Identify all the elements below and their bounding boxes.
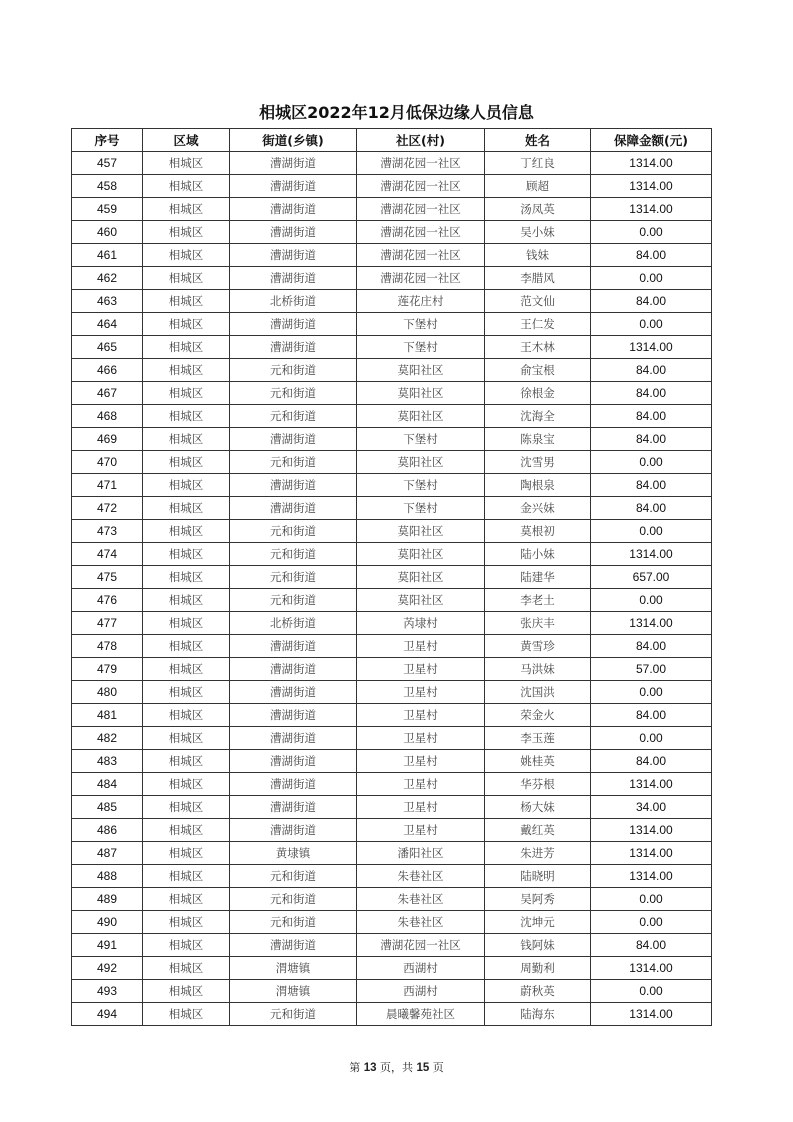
table-row xyxy=(72,152,712,175)
cell-amount: 0.00 xyxy=(591,681,712,704)
cell-district: 相城区 xyxy=(143,842,230,865)
cell-serial-number: 458 xyxy=(72,175,143,198)
cell-community: 漕湖花园一社区 xyxy=(357,267,485,290)
cell-serial-number: 484 xyxy=(72,773,143,796)
table-row xyxy=(72,612,712,635)
cell-community: 莫阳社区 xyxy=(357,589,485,612)
cell-district: 相城区 xyxy=(143,244,230,267)
cell-amount: 84.00 xyxy=(591,382,712,405)
cell-street: 漕湖街道 xyxy=(230,175,357,198)
cell-district: 相城区 xyxy=(143,957,230,980)
cell-district: 相城区 xyxy=(143,175,230,198)
cell-name: 王木林 xyxy=(485,336,591,359)
cell-community: 莫阳社区 xyxy=(357,566,485,589)
cell-community: 卫星村 xyxy=(357,635,485,658)
cell-serial-number: 485 xyxy=(72,796,143,819)
cell-community: 朱巷社区 xyxy=(357,911,485,934)
cell-community: 莲花庄村 xyxy=(357,290,485,313)
cell-amount: 57.00 xyxy=(591,658,712,681)
cell-name: 李腊风 xyxy=(485,267,591,290)
cell-district: 相城区 xyxy=(143,704,230,727)
cell-street: 漕湖街道 xyxy=(230,267,357,290)
cell-district: 相城区 xyxy=(143,428,230,451)
table-row xyxy=(72,198,712,221)
cell-community: 莫阳社区 xyxy=(357,382,485,405)
cell-amount: 1314.00 xyxy=(591,819,712,842)
cell-serial-number: 490 xyxy=(72,911,143,934)
cell-name: 吴小妹 xyxy=(485,221,591,244)
cell-street: 漕湖街道 xyxy=(230,819,357,842)
cell-community: 卫星村 xyxy=(357,727,485,750)
cell-serial-number: 473 xyxy=(72,520,143,543)
cell-street: 元和街道 xyxy=(230,589,357,612)
table-row xyxy=(72,589,712,612)
cell-amount: 84.00 xyxy=(591,244,712,267)
table-row xyxy=(72,727,712,750)
table-row xyxy=(72,819,712,842)
cell-amount: 84.00 xyxy=(591,474,712,497)
table-row xyxy=(72,175,712,198)
cell-serial-number: 472 xyxy=(72,497,143,520)
cell-district: 相城区 xyxy=(143,934,230,957)
cell-community: 潘阳社区 xyxy=(357,842,485,865)
footer-page-number: 13 xyxy=(363,1062,377,1074)
cell-amount: 1314.00 xyxy=(591,865,712,888)
table-row xyxy=(72,474,712,497)
cell-street: 漕湖街道 xyxy=(230,727,357,750)
table-row xyxy=(72,359,712,382)
cell-serial-number: 477 xyxy=(72,612,143,635)
cell-name: 姚桂英 xyxy=(485,750,591,773)
cell-street: 漕湖街道 xyxy=(230,773,357,796)
cell-serial-number: 487 xyxy=(72,842,143,865)
cell-district: 相城区 xyxy=(143,773,230,796)
cell-amount: 84.00 xyxy=(591,704,712,727)
cell-community: 漕湖花园一社区 xyxy=(357,934,485,957)
cell-name: 戴红英 xyxy=(485,819,591,842)
cell-district: 相城区 xyxy=(143,313,230,336)
cell-district: 相城区 xyxy=(143,152,230,175)
cell-street: 漕湖街道 xyxy=(230,750,357,773)
cell-community: 莫阳社区 xyxy=(357,405,485,428)
cell-district: 相城区 xyxy=(143,980,230,1003)
table-row xyxy=(72,497,712,520)
cell-district: 相城区 xyxy=(143,589,230,612)
table-row xyxy=(72,796,712,819)
cell-serial-number: 474 xyxy=(72,543,143,566)
cell-community: 漕湖花园一社区 xyxy=(357,221,485,244)
cell-serial-number: 480 xyxy=(72,681,143,704)
cell-serial-number: 467 xyxy=(72,382,143,405)
cell-serial-number: 492 xyxy=(72,957,143,980)
cell-name: 俞宝根 xyxy=(485,359,591,382)
cell-district: 相城区 xyxy=(143,750,230,773)
cell-amount: 0.00 xyxy=(591,727,712,750)
table-row xyxy=(72,290,712,313)
cell-street: 漕湖街道 xyxy=(230,336,357,359)
cell-serial-number: 494 xyxy=(72,1003,143,1026)
cell-street: 漕湖街道 xyxy=(230,497,357,520)
cell-community: 卫星村 xyxy=(357,750,485,773)
cell-street: 黄埭镇 xyxy=(230,842,357,865)
cell-district: 相城区 xyxy=(143,336,230,359)
cell-name: 陶根泉 xyxy=(485,474,591,497)
cell-community: 晨曦馨苑社区 xyxy=(357,1003,485,1026)
cell-district: 相城区 xyxy=(143,566,230,589)
cell-community: 卫星村 xyxy=(357,819,485,842)
cell-community: 卫星村 xyxy=(357,773,485,796)
cell-district: 相城区 xyxy=(143,1003,230,1026)
cell-serial-number: 464 xyxy=(72,313,143,336)
cell-district: 相城区 xyxy=(143,221,230,244)
footer-middle: 页，共 xyxy=(380,1061,413,1074)
cell-district: 相城区 xyxy=(143,497,230,520)
cell-district: 相城区 xyxy=(143,474,230,497)
cell-serial-number: 462 xyxy=(72,267,143,290)
table-row xyxy=(72,405,712,428)
cell-name: 莫根初 xyxy=(485,520,591,543)
cell-name: 徐根金 xyxy=(485,382,591,405)
cell-serial-number: 488 xyxy=(72,865,143,888)
cell-amount: 84.00 xyxy=(591,750,712,773)
cell-serial-number: 468 xyxy=(72,405,143,428)
cell-name: 金兴妹 xyxy=(485,497,591,520)
cell-amount: 0.00 xyxy=(591,451,712,474)
cell-name: 周勤利 xyxy=(485,957,591,980)
cell-serial-number: 486 xyxy=(72,819,143,842)
cell-community: 下堡村 xyxy=(357,428,485,451)
table-row xyxy=(72,842,712,865)
cell-street: 元和街道 xyxy=(230,865,357,888)
cell-district: 相城区 xyxy=(143,865,230,888)
cell-amount: 657.00 xyxy=(591,566,712,589)
cell-district: 相城区 xyxy=(143,796,230,819)
cell-district: 相城区 xyxy=(143,681,230,704)
table-row xyxy=(72,980,712,1003)
cell-serial-number: 463 xyxy=(72,290,143,313)
cell-amount: 84.00 xyxy=(591,405,712,428)
cell-serial-number: 470 xyxy=(72,451,143,474)
cell-amount: 1314.00 xyxy=(591,198,712,221)
cell-name: 钱阿妹 xyxy=(485,934,591,957)
cell-street: 元和街道 xyxy=(230,382,357,405)
cell-district: 相城区 xyxy=(143,359,230,382)
table-row xyxy=(72,957,712,980)
cell-street: 漕湖街道 xyxy=(230,658,357,681)
cell-street: 元和街道 xyxy=(230,911,357,934)
header-serial-number: 序号 xyxy=(72,129,143,152)
cell-serial-number: 476 xyxy=(72,589,143,612)
cell-amount: 34.00 xyxy=(591,796,712,819)
table-row xyxy=(72,267,712,290)
cell-street: 元和街道 xyxy=(230,888,357,911)
cell-serial-number: 471 xyxy=(72,474,143,497)
cell-name: 陆建华 xyxy=(485,566,591,589)
cell-street: 漕湖街道 xyxy=(230,221,357,244)
cell-name: 杨大妹 xyxy=(485,796,591,819)
cell-street: 元和街道 xyxy=(230,359,357,382)
cell-street: 漕湖街道 xyxy=(230,428,357,451)
cell-district: 相城区 xyxy=(143,635,230,658)
cell-street: 漕湖街道 xyxy=(230,796,357,819)
table-row xyxy=(72,934,712,957)
cell-serial-number: 483 xyxy=(72,750,143,773)
cell-community: 下堡村 xyxy=(357,497,485,520)
table-row xyxy=(72,658,712,681)
cell-street: 漕湖街道 xyxy=(230,152,357,175)
cell-community: 芮埭村 xyxy=(357,612,485,635)
cell-name: 钱妹 xyxy=(485,244,591,267)
cell-amount: 0.00 xyxy=(591,267,712,290)
cell-amount: 0.00 xyxy=(591,221,712,244)
cell-community: 西湖村 xyxy=(357,957,485,980)
cell-amount: 1314.00 xyxy=(591,543,712,566)
cell-street: 漕湖街道 xyxy=(230,704,357,727)
cell-community: 卫星村 xyxy=(357,658,485,681)
cell-name: 沈国洪 xyxy=(485,681,591,704)
cell-amount: 0.00 xyxy=(591,520,712,543)
cell-community: 漕湖花园一社区 xyxy=(357,175,485,198)
cell-amount: 1314.00 xyxy=(591,612,712,635)
table-header-row xyxy=(72,129,712,152)
cell-district: 相城区 xyxy=(143,727,230,750)
cell-district: 相城区 xyxy=(143,612,230,635)
cell-street: 元和街道 xyxy=(230,543,357,566)
cell-community: 漕湖花园一社区 xyxy=(357,244,485,267)
cell-street: 漕湖街道 xyxy=(230,681,357,704)
cell-amount: 84.00 xyxy=(591,428,712,451)
cell-name: 顾超 xyxy=(485,175,591,198)
table-row xyxy=(72,313,712,336)
cell-name: 汤凤英 xyxy=(485,198,591,221)
cell-district: 相城区 xyxy=(143,382,230,405)
cell-street: 元和街道 xyxy=(230,451,357,474)
table-row xyxy=(72,336,712,359)
cell-street: 北桥街道 xyxy=(230,612,357,635)
cell-name: 张庆丰 xyxy=(485,612,591,635)
cell-district: 相城区 xyxy=(143,888,230,911)
cell-name: 朱进芳 xyxy=(485,842,591,865)
cell-street: 元和街道 xyxy=(230,566,357,589)
cell-serial-number: 482 xyxy=(72,727,143,750)
cell-community: 下堡村 xyxy=(357,336,485,359)
cell-amount: 1314.00 xyxy=(591,957,712,980)
table-row xyxy=(72,520,712,543)
cell-name: 荣金火 xyxy=(485,704,591,727)
table-row xyxy=(72,543,712,566)
cell-serial-number: 493 xyxy=(72,980,143,1003)
cell-district: 相城区 xyxy=(143,819,230,842)
cell-street: 漕湖街道 xyxy=(230,198,357,221)
cell-name: 吴阿秀 xyxy=(485,888,591,911)
cell-street: 渭塘镇 xyxy=(230,957,357,980)
cell-street: 漕湖街道 xyxy=(230,635,357,658)
cell-district: 相城区 xyxy=(143,267,230,290)
cell-amount: 0.00 xyxy=(591,980,712,1003)
cell-community: 卫星村 xyxy=(357,704,485,727)
cell-serial-number: 479 xyxy=(72,658,143,681)
cell-name: 陆晓明 xyxy=(485,865,591,888)
cell-community: 莫阳社区 xyxy=(357,359,485,382)
cell-community: 朱巷社区 xyxy=(357,865,485,888)
cell-community: 漕湖花园一社区 xyxy=(357,152,485,175)
cell-name: 王仁发 xyxy=(485,313,591,336)
cell-street: 漕湖街道 xyxy=(230,934,357,957)
cell-name: 陆小妹 xyxy=(485,543,591,566)
cell-community: 漕湖花园一社区 xyxy=(357,198,485,221)
header-street: 街道(乡镇) xyxy=(230,129,357,152)
cell-name: 华芬根 xyxy=(485,773,591,796)
cell-district: 相城区 xyxy=(143,543,230,566)
header-community: 社区(村) xyxy=(357,129,485,152)
table-row xyxy=(72,865,712,888)
cell-name: 李玉莲 xyxy=(485,727,591,750)
table-body xyxy=(72,152,712,1026)
cell-district: 相城区 xyxy=(143,520,230,543)
page-title: 相城区2022年12月低保边缘人员信息 xyxy=(259,103,534,122)
table-row xyxy=(72,773,712,796)
cell-district: 相城区 xyxy=(143,405,230,428)
footer-total-pages: 15 xyxy=(416,1062,430,1074)
cell-street: 元和街道 xyxy=(230,405,357,428)
cell-serial-number: 466 xyxy=(72,359,143,382)
cell-name: 陆海东 xyxy=(485,1003,591,1026)
cell-amount: 84.00 xyxy=(591,290,712,313)
cell-name: 丁红良 xyxy=(485,152,591,175)
cell-amount: 1314.00 xyxy=(591,175,712,198)
cell-district: 相城区 xyxy=(143,198,230,221)
cell-amount: 84.00 xyxy=(591,934,712,957)
cell-amount: 84.00 xyxy=(591,497,712,520)
table-row xyxy=(72,428,712,451)
cell-amount: 0.00 xyxy=(591,313,712,336)
cell-amount: 1314.00 xyxy=(591,1003,712,1026)
cell-community: 下堡村 xyxy=(357,313,485,336)
table-row xyxy=(72,750,712,773)
table-row xyxy=(72,681,712,704)
cell-street: 元和街道 xyxy=(230,520,357,543)
cell-serial-number: 457 xyxy=(72,152,143,175)
cell-amount: 84.00 xyxy=(591,635,712,658)
table-row xyxy=(72,635,712,658)
allowance-table xyxy=(71,128,712,1026)
table-row xyxy=(72,244,712,267)
cell-street: 漕湖街道 xyxy=(230,244,357,267)
table-row xyxy=(72,888,712,911)
cell-name: 黄雪珍 xyxy=(485,635,591,658)
cell-name: 范文仙 xyxy=(485,290,591,313)
cell-serial-number: 475 xyxy=(72,566,143,589)
table-row xyxy=(72,451,712,474)
table-row xyxy=(72,566,712,589)
table-row xyxy=(72,704,712,727)
cell-name: 蔚秋英 xyxy=(485,980,591,1003)
cell-name: 马洪妹 xyxy=(485,658,591,681)
cell-community: 卫星村 xyxy=(357,796,485,819)
cell-serial-number: 489 xyxy=(72,888,143,911)
cell-amount: 1314.00 xyxy=(591,842,712,865)
cell-name: 沈雪男 xyxy=(485,451,591,474)
table-row xyxy=(72,221,712,244)
footer-prefix: 第 xyxy=(349,1061,361,1074)
header-amount: 保障金额(元) xyxy=(591,129,712,152)
cell-amount: 1314.00 xyxy=(591,773,712,796)
cell-district: 相城区 xyxy=(143,451,230,474)
cell-street: 元和街道 xyxy=(230,1003,357,1026)
cell-amount: 0.00 xyxy=(591,911,712,934)
cell-street: 北桥街道 xyxy=(230,290,357,313)
cell-district: 相城区 xyxy=(143,911,230,934)
cell-amount: 0.00 xyxy=(591,888,712,911)
cell-district: 相城区 xyxy=(143,658,230,681)
cell-community: 莫阳社区 xyxy=(357,451,485,474)
cell-community: 莫阳社区 xyxy=(357,520,485,543)
header-name: 姓名 xyxy=(485,129,591,152)
cell-serial-number: 481 xyxy=(72,704,143,727)
cell-serial-number: 465 xyxy=(72,336,143,359)
cell-name: 沈海全 xyxy=(485,405,591,428)
cell-name: 陈泉宝 xyxy=(485,428,591,451)
cell-amount: 84.00 xyxy=(591,359,712,382)
cell-street: 漕湖街道 xyxy=(230,474,357,497)
cell-name: 沈坤元 xyxy=(485,911,591,934)
cell-amount: 1314.00 xyxy=(591,336,712,359)
cell-community: 西湖村 xyxy=(357,980,485,1003)
cell-serial-number: 459 xyxy=(72,198,143,221)
header-district: 区域 xyxy=(143,129,230,152)
cell-community: 下堡村 xyxy=(357,474,485,497)
cell-serial-number: 460 xyxy=(72,221,143,244)
cell-street: 渭塘镇 xyxy=(230,980,357,1003)
cell-serial-number: 461 xyxy=(72,244,143,267)
cell-district: 相城区 xyxy=(143,290,230,313)
cell-serial-number: 491 xyxy=(72,934,143,957)
cell-amount: 0.00 xyxy=(591,589,712,612)
cell-community: 卫星村 xyxy=(357,681,485,704)
cell-serial-number: 469 xyxy=(72,428,143,451)
footer-suffix: 页 xyxy=(432,1061,444,1074)
cell-name: 李老土 xyxy=(485,589,591,612)
table-row xyxy=(72,911,712,934)
table-row xyxy=(72,1003,712,1026)
page-footer xyxy=(0,1059,793,1075)
cell-community: 朱巷社区 xyxy=(357,888,485,911)
cell-amount: 1314.00 xyxy=(591,152,712,175)
table-row xyxy=(72,382,712,405)
cell-community: 莫阳社区 xyxy=(357,543,485,566)
cell-street: 漕湖街道 xyxy=(230,313,357,336)
cell-serial-number: 478 xyxy=(72,635,143,658)
